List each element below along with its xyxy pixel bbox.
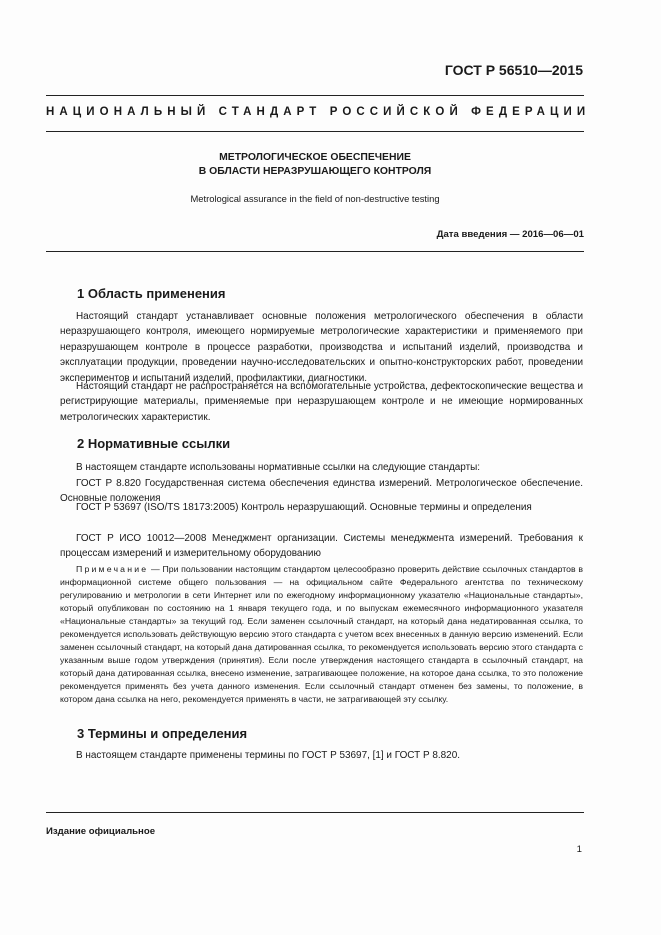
top-rule (46, 95, 584, 96)
reference-item: ГОСТ Р 8.820 Государственная система обеспечения единства измерений. Метрологическое обеспечение. Основные положения (60, 478, 583, 505)
official-edition-label: Издание официальное (46, 826, 156, 837)
section-1-paragraph-1: Настоящий стандарт устанавливает основные положения метрологического обеспечения в области неразрушающего контроля, имеющего нормируемые метрологические характеристики и применяемого при неразрушающем контроле в процессе разработки, производства и испытаний изделий, производства и эксплуатации продукции, проведении научно-исследовательских и опытно-конструкторских работ, проведении экспериментов и испытаний изделий, профилактики, диагностики. (60, 311, 583, 384)
document-number: ГОСТ Р 56510—2015 (444, 62, 583, 78)
note-label: Примечание (76, 564, 149, 574)
reference-item: ГОСТ Р ИСО 10012—2008 Менеджмент организации. Системы менеджмента измерений. Требования к процессам измерений и измерительному оборудованию (60, 533, 583, 560)
note-text: — При пользовании настоящим стандартом целесообразно проверить действие ссылочных стандартов в информационной системе общего пользования — на официальном сайте Федерального агентства по техническому регулированию и метрологии в сети Интернет или по ежегодному информационному указателю «Национальные стандарты», который опубликован по состоянию на 1 января текущего года, и по выпускам ежемесячного информационного указателя «Национальные стандарты» за текущий год. Если заменен ссылочный стандарт, на который дана недатированная ссылка, то рекомендуется использовать действующую версию этого стандарта с учетом всех внесенных в данную версию изменений. Если заменен ссылочный стандарт, на который дана датированная ссылка, то рекомендуется использовать версию этого стандарта с указанным выше годом утверждения (принятия). Если после утверждения настоящего стандарта в ссылочный стандарт, на который дана датированная ссылка, внесено изменение, затрагивающее положение, на которое дана ссылка, то это положение рекомендуется применять без учета данного изменения. Если ссылочный стандарт отменен без замены, то положение, в котором дана ссылка на него, рекомендуется применять в части, не затрагивающей эту ссылку. (60, 564, 583, 705)
title-english: Metrological assurance in the field of non-destructive testing (190, 193, 440, 204)
reference-item: ГОСТ Р 53697 (ISO/TS 18173:2005) Контроль неразрушающий. Основные термины и определения (76, 502, 532, 513)
section-1-paragraph-2: Настоящий стандарт не распространяется на вспомогательные устройства, дефектоскопические вещества и регистрирующие материалы, применяемые при неразрушающем контроле и не имеющие нормированных метрологических характеристик. (60, 381, 583, 423)
title-line-1: МЕТРОЛОГИЧЕСКОЕ ОБЕСПЕЧЕНИЕ (219, 152, 411, 163)
note (60, 563, 583, 707)
normative-references-intro: В настоящем стандарте использованы нормативные ссылки на следующие стандарты: (76, 462, 481, 473)
introduction-date: Дата введения — 2016—06—01 (436, 229, 584, 240)
banner-bottom-rule (46, 131, 584, 132)
page-number: 1 (576, 844, 582, 855)
title-bottom-rule (46, 251, 584, 252)
national-standard-banner: НАЦИОНАЛЬНЫЙ СТАНДАРТ РОССИЙСКОЙ ФЕДЕРАЦИИ (46, 106, 591, 118)
section-3-heading: 3 Термины и определения (77, 726, 248, 741)
title-line-2: В ОБЛАСТИ НЕРАЗРУШАЮЩЕГО КОНТРОЛЯ (198, 166, 432, 177)
section-3-paragraph-1: В настоящем стандарте применены термины по ГОСТ Р 53697, [1] и ГОСТ Р 8.820. (76, 750, 460, 761)
section-2-heading: 2 Нормативные ссылки (77, 436, 231, 451)
footer-rule (46, 812, 584, 813)
section-1-heading: 1 Область применения (77, 286, 226, 301)
